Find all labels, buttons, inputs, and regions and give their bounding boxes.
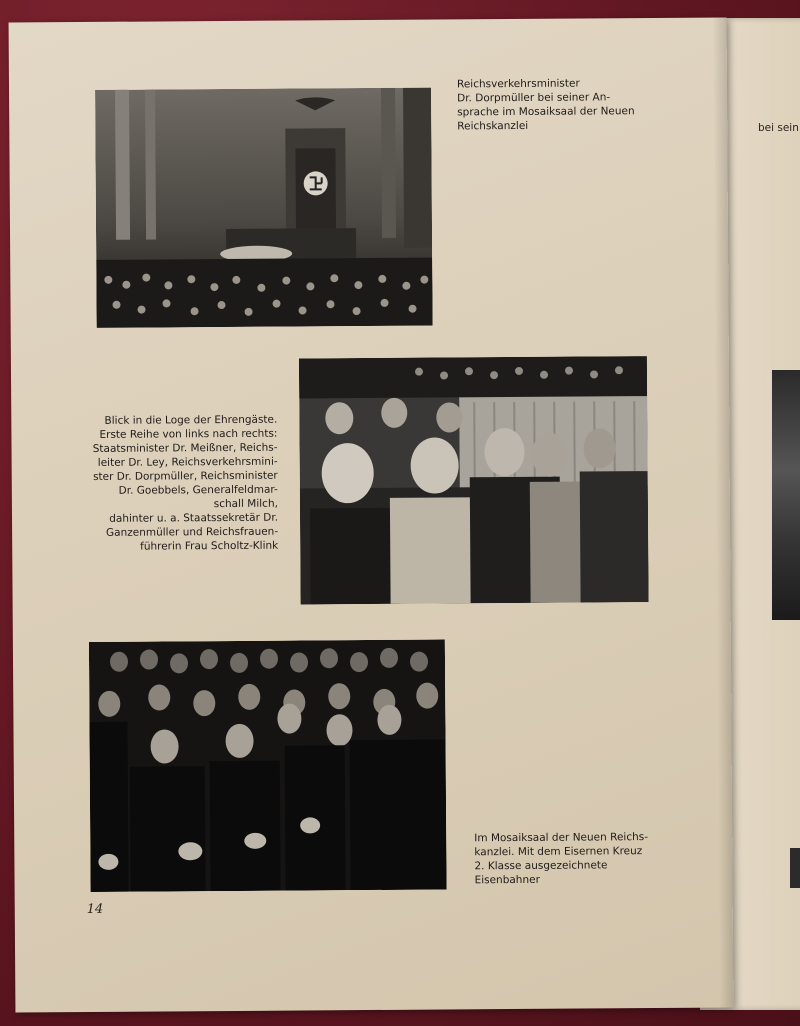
adjacent-page-photo-fragment [790,848,800,888]
magazine-page [9,18,734,1013]
adjacent-page-caption: bei sein [758,122,799,134]
caption-bottom: Im Mosaiksaal der Neuen Reichs- kanzlei. Mit dem Eisernen Kreuz 2. Klasse ausgezeichnete Eisenbahner [474,831,649,887]
photo-hall-speech [95,88,433,328]
caption-top: Reichsverkehrsminister Dr. Dorpmüller bei seiner An- sprache im Mosaiksaal der Neuen Reichskanzlei [456,77,635,133]
page-number: 14 [86,901,104,917]
caption-middle: Blick in die Loge der Ehrengäste. Erste Reihe von links nach rechts: Staatsminister Dr. Meißner, Reichs- leiter Dr. Ley, Reichsverkehrsmini- ster Dr. Dorpmüller, Reichsminister Dr. Goebbels, Generalfeldmar- schall Milch, dahinter u. a. Staatssekretär Dr. Ganzenmüller und Reichsfrauen- führerin Frau Scholtz-Klink [92,413,279,553]
photo-guest-box [299,356,649,604]
photo-railway-workers-image [89,639,447,891]
photo-railway-workers [89,639,447,891]
photo-guest-box-image [299,356,649,604]
photo-hall-speech-image [95,88,433,328]
adjacent-page-photo [772,370,800,620]
